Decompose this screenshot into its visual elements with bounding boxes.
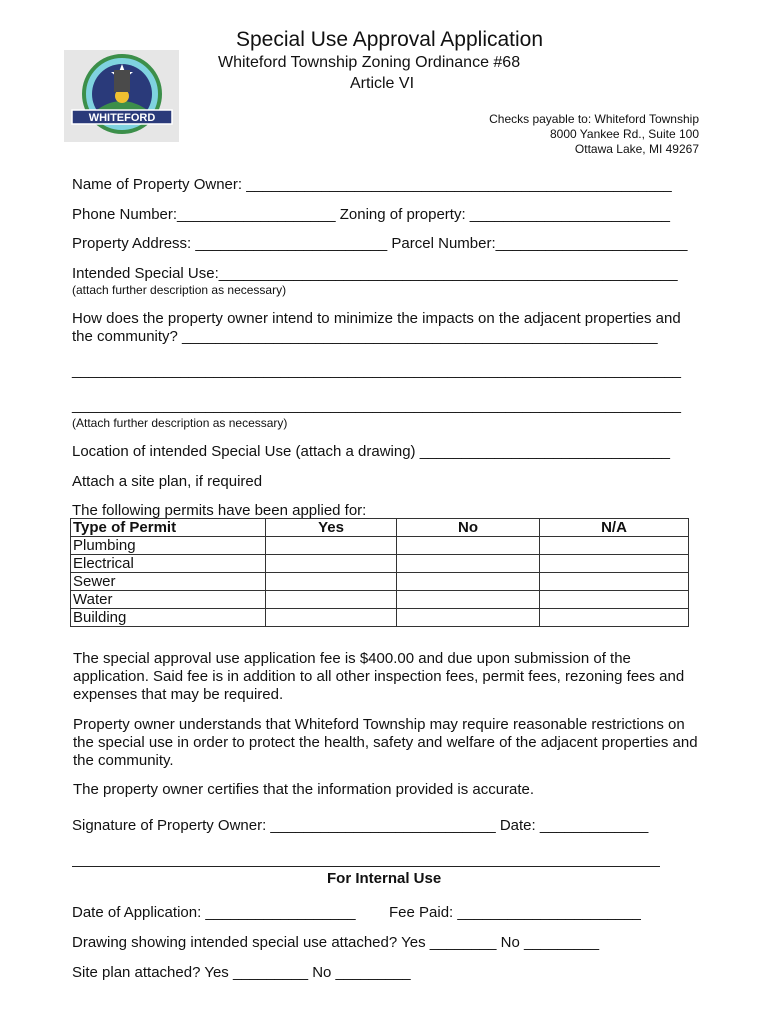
owner-name-field[interactable]: Name of Property Owner: ___________________________________________________: [72, 176, 672, 193]
table-row: [71, 591, 689, 609]
yes-cell[interactable]: [266, 609, 397, 627]
certify-paragraph: The property owner certifies that the information provided is accurate.: [73, 781, 535, 798]
form-title: Special Use Approval Application: [236, 28, 544, 51]
permit-type: Water: [71, 591, 266, 609]
table-row: [71, 609, 689, 627]
internal-divider: [72, 866, 660, 867]
location-field[interactable]: Location of intended Special Use (attach a drawing) ______________________________: [72, 443, 670, 460]
phone-zoning-field[interactable]: Phone Number:___________________ Zoning of property: ________________________: [72, 206, 671, 223]
site-plan-attached-field[interactable]: Site plan attached? Yes _________ No _________: [72, 964, 411, 981]
payable-line-1: Checks payable to: Whiteford Township: [489, 112, 699, 126]
site-plan-note: Attach a site plan, if required: [72, 473, 263, 490]
permit-type: Building: [71, 609, 266, 627]
table-row: [71, 573, 689, 591]
na-cell[interactable]: [540, 555, 689, 573]
logo-text: WHITEFORD: [88, 112, 156, 124]
col-na: N/A: [540, 519, 689, 537]
fee-paid-field[interactable]: Fee Paid: ______________________: [389, 904, 641, 921]
yes-cell[interactable]: [266, 555, 397, 573]
na-cell[interactable]: [540, 609, 689, 627]
intended-use-field[interactable]: Intended Special Use:_______________________________________________________: [72, 265, 678, 282]
yes-cell[interactable]: [266, 537, 397, 555]
date-of-application-field[interactable]: Date of Application: __________________: [72, 904, 356, 921]
form-subtitle: Whiteford Township Zoning Ordinance #68: [218, 54, 521, 71]
yes-cell[interactable]: [266, 573, 397, 591]
na-cell[interactable]: [540, 537, 689, 555]
township-logo: [64, 50, 179, 142]
impact-question: How does the property owner intend to minimize the impacts on the adjacent properties and: [72, 310, 681, 327]
restrictions-paragraph: Property owner understands that Whiteford Township may require reasonable restrictions on the special use in order to protect the health, safety and welfare of the adjacent properties and the community.: [73, 716, 698, 769]
na-cell[interactable]: [540, 573, 689, 591]
payable-line-2: 8000 Yankee Rd., Suite 100: [549, 127, 699, 141]
permits-intro: The following permits have been applied for:: [72, 502, 367, 519]
table-row: [71, 555, 689, 573]
col-type: Type of Permit: [71, 519, 266, 537]
na-cell[interactable]: [540, 591, 689, 609]
impact-answer-line-2[interactable]: _________________________________________________________________________: [72, 397, 681, 414]
permit-type: Electrical: [71, 555, 266, 573]
col-no: No: [397, 519, 540, 537]
no-cell[interactable]: [397, 591, 540, 609]
use-note: (attach further description as necessary): [72, 283, 287, 297]
permit-type: Plumbing: [71, 537, 266, 555]
address-parcel-field[interactable]: Property Address: _______________________ Parcel Number:_______________________: [72, 235, 688, 252]
yes-cell[interactable]: [266, 591, 397, 609]
permit-type: Sewer: [71, 573, 266, 591]
form-article: Article VI: [350, 75, 415, 92]
impact-answer-field[interactable]: the community? _________________________________________________________: [72, 328, 658, 345]
signature-date-field[interactable]: Signature of Property Owner: ___________________________ Date: _____________: [72, 817, 649, 834]
payable-line-3: Ottawa Lake, MI 49267: [574, 142, 699, 156]
col-yes: Yes: [266, 519, 397, 537]
impact-answer-line-1[interactable]: _________________________________________________________________________: [72, 362, 681, 379]
drawing-attached-field[interactable]: Drawing showing intended special use attached? Yes ________ No _________: [72, 934, 600, 951]
table-row: [71, 537, 689, 555]
permits-table: [70, 518, 689, 627]
no-cell[interactable]: [397, 537, 540, 555]
no-cell[interactable]: [397, 609, 540, 627]
no-cell[interactable]: [397, 573, 540, 591]
internal-heading: For Internal Use: [327, 870, 442, 887]
impact-note: (Attach further description as necessary): [72, 416, 288, 430]
permits-header-row: [71, 519, 689, 537]
no-cell[interactable]: [397, 555, 540, 573]
fee-paragraph: The special approval use application fee is $400.00 and due upon submission of the application. Said fee is in addition to all other inspection fees, permit fees, rezoning fees and expenses that may be required.: [73, 650, 685, 703]
